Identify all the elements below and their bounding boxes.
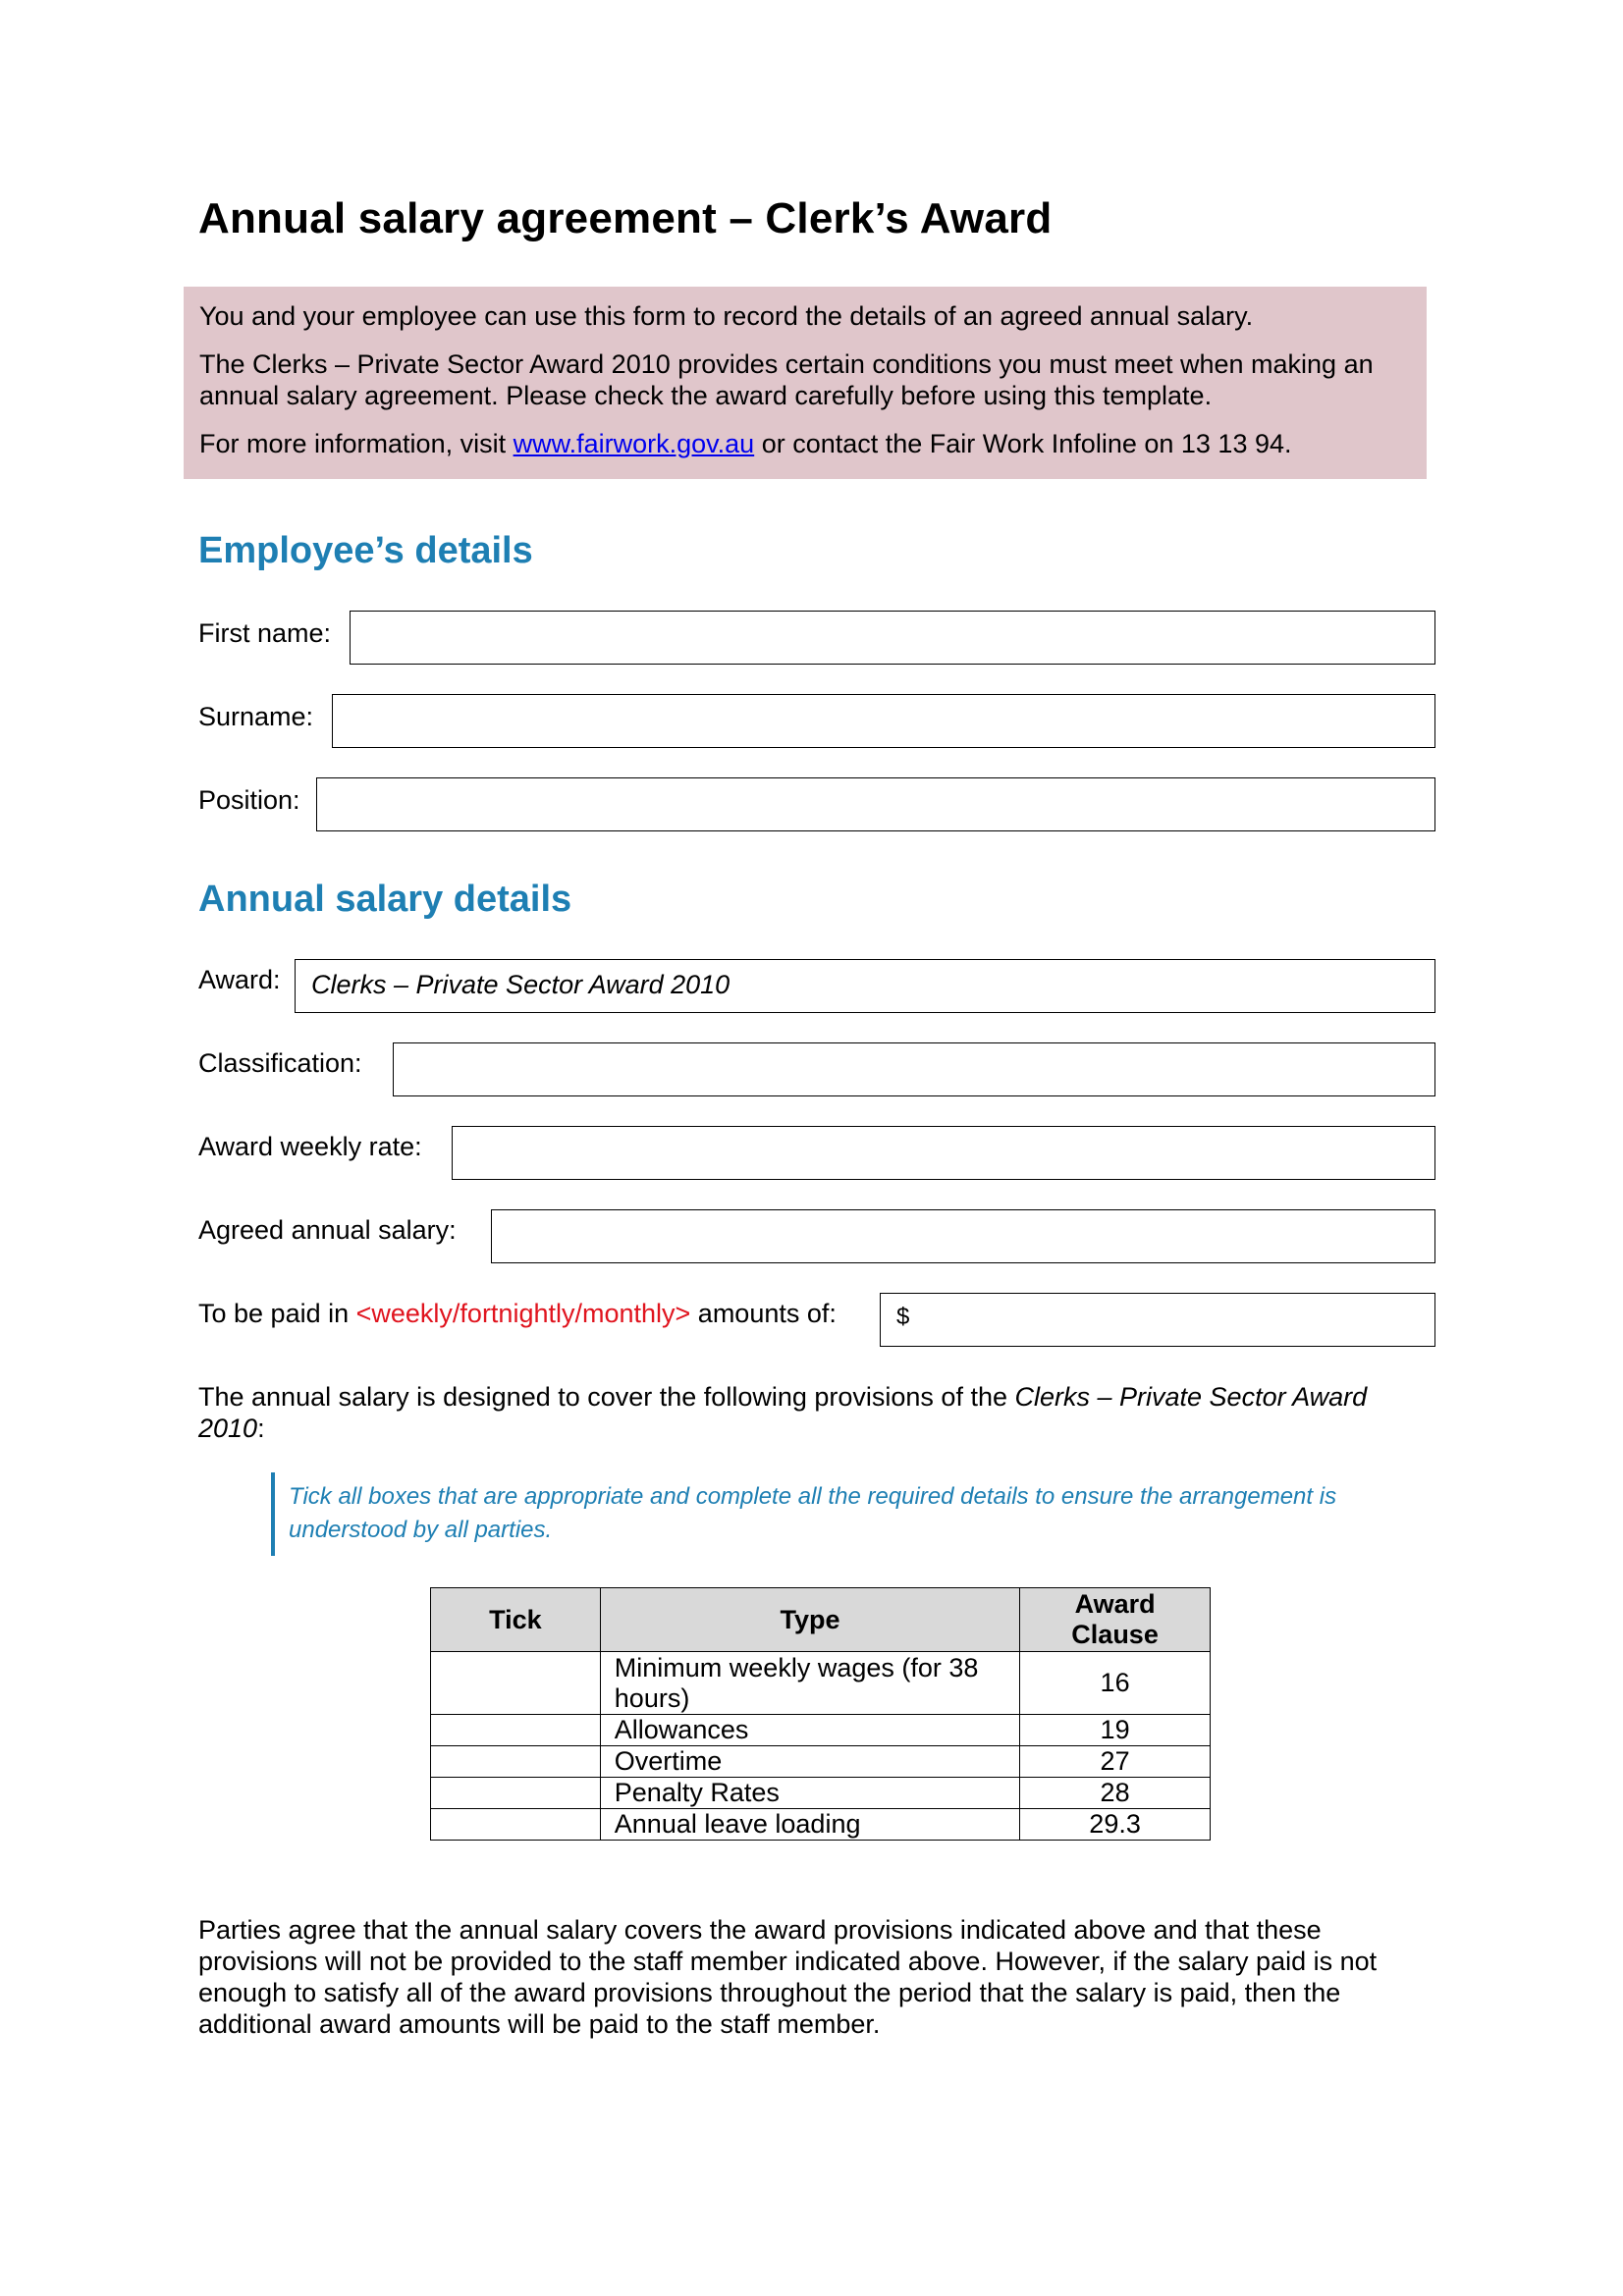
position-label: Position: [198,785,300,815]
position-row [198,777,1435,832]
intro-line-3-start: For more information, visit [199,429,514,458]
tick-cell[interactable] [431,1652,601,1715]
classification-field[interactable] [393,1042,1435,1096]
tick-cell[interactable] [431,1809,601,1841]
provisions-intro [198,1381,1435,1444]
first-name-label: First name: [198,618,332,648]
paid-amount-label [198,1299,837,1329]
type-cell: Overtime [600,1746,1019,1778]
pay-frequency-placeholder: <weekly/fortnightly/monthly> [355,1299,691,1328]
closing-paragraph: Parties agree that the annual salary covers the award provisions indicated above and that these provisions will not be provided to the staff member indicated above. However, if the salary paid is not enough to satisfy all of the award provisions throughout the period that the salary is paid, then the additional award amounts will be paid to the staff member. [198,1915,1378,2039]
intro-line-1: You and your employee can use this form to record the details of an agreed annual salary. [199,301,1254,331]
employee-details-heading: Employee’s details [198,530,533,571]
table-row [431,1746,1211,1778]
clause-cell: 16 [1020,1652,1211,1715]
instruction-callout: Tick all boxes that are appropriate and complete all the required details to ensure the arrangement is understood by all parties. [271,1472,1430,1556]
clause-cell: 29.3 [1020,1809,1211,1841]
award-field[interactable]: Clerks – Private Sector Award 2010 [295,959,1435,1013]
clause-cell: 28 [1020,1778,1211,1809]
type-cell: Minimum weekly wages (for 38 hours) [600,1652,1019,1715]
type-column-header: Type [600,1588,1019,1652]
intro-line-3 [199,428,1411,459]
salary-details-heading: Annual salary details [198,879,572,920]
table-row [431,1778,1211,1809]
first-name-row [198,611,1435,666]
annual-salary-row [198,1209,1435,1264]
weekly-rate-label: Award weekly rate: [198,1132,422,1161]
surname-row [198,694,1435,749]
annual-salary-label: Agreed annual salary: [198,1215,457,1245]
type-cell: Allowances [600,1715,1019,1746]
table-row [431,1715,1211,1746]
paid-amount-field[interactable]: $ [880,1293,1435,1347]
clause-cell: 27 [1020,1746,1211,1778]
provisions-intro-end: : [257,1414,265,1443]
first-name-field[interactable] [350,611,1435,665]
table-row [431,1809,1211,1841]
tick-cell[interactable] [431,1746,601,1778]
award-label: Award: [198,965,281,994]
intro-line-2: The Clerks – Private Sector Award 2010 provides certain conditions you must meet when making an annual salary agreement. Please check the award carefully before using this template. [199,349,1374,410]
classification-row [198,1042,1435,1097]
paid-amount-row [198,1293,1435,1348]
surname-label: Surname: [198,702,314,731]
tick-cell[interactable] [431,1715,601,1746]
paid-amount-label-end: amounts of: [690,1299,837,1328]
clause-column-header: Award Clause [1020,1588,1211,1652]
classification-label: Classification: [198,1048,362,1078]
surname-field[interactable] [332,694,1435,748]
weekly-rate-row [198,1126,1435,1181]
provisions-table [430,1587,1211,1841]
annual-salary-field[interactable] [491,1209,1435,1263]
position-field[interactable] [316,777,1435,831]
tick-column-header: Tick [431,1588,601,1652]
weekly-rate-field[interactable] [452,1126,1435,1180]
intro-box [184,287,1427,479]
paid-amount-label-start: To be paid in [198,1299,356,1328]
page-title: Annual salary agreement – Clerk’s Award [198,194,1053,242]
provisions-award-name: Clerks – Private Sector Award 2010 [198,1382,1368,1443]
table-header-row [431,1588,1211,1652]
award-row [198,959,1435,1014]
type-cell: Penalty Rates [600,1778,1019,1809]
clause-cell: 19 [1020,1715,1211,1746]
type-cell: Annual leave loading [600,1809,1019,1841]
tick-cell[interactable] [431,1778,601,1809]
intro-line-3-end: or contact the Fair Work Infoline on 13 13 94. [754,429,1292,458]
provisions-intro-start: The annual salary is designed to cover the following provisions of the [198,1382,1015,1412]
fairwork-link[interactable]: www.fairwork.gov.au [513,429,755,458]
table-row [431,1652,1211,1715]
